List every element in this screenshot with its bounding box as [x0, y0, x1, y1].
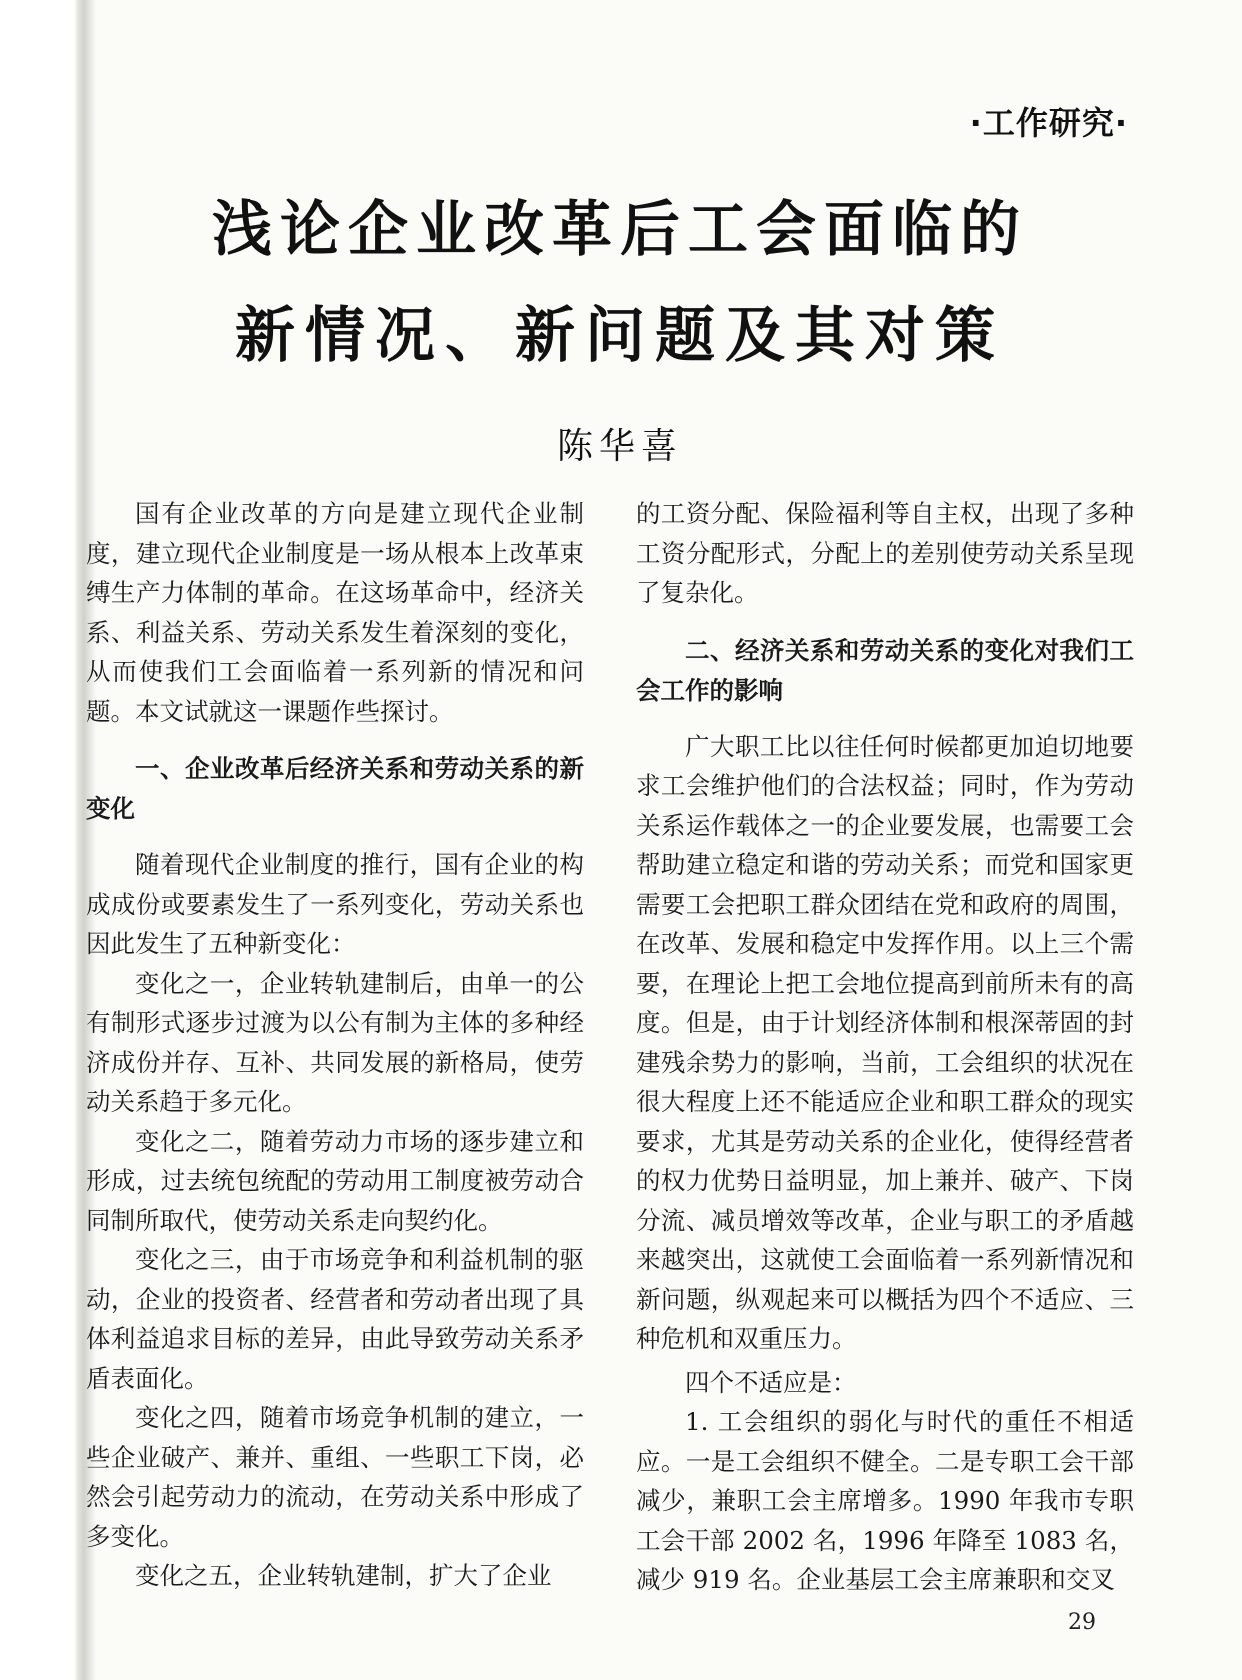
sub-heading: 四个不适应是：	[685, 1367, 857, 1397]
paragraph: 变化之三，由于市场竞争和利益机制的驱动，企业的投资者、经营者和劳动者出现了具体利益追求目标的差异，由此导致劳动关系矛盾表面化。	[86, 1245, 584, 1393]
page-number: 29	[1068, 1610, 1096, 1635]
paragraph: 变化之一，企业转轨建制后，由单一的公有制形式逐步过渡为以公有制为主体的多种经济成份并存、互补、共同发展的新格局，使劳动关系趋于多元化。	[86, 968, 584, 1116]
left-column	[86, 494, 584, 1596]
paragraph: 随着现代企业制度的推行，国有企业的构成成份或要素发生了一系列变化，劳动关系也因此发生了五种新变化：	[86, 850, 584, 958]
section-tag: ·工作研究·	[969, 104, 1128, 142]
right-column	[636, 494, 1134, 1600]
paragraph: 广大职工比以往任何时候都更加迫切地要求工会维护他们的合法权益；同时，作为劳动关系运作载体之一的企业要发展，也需要工会帮助建立稳定和谐的劳动关系；而党和国家更需要工会把职工群众团结在党和政府的周围，在改革、发展和稳定中发挥作用。以上三个需要，在理论上把工会地位提高到前所未有的高度。但是，由于计划经济体制和根深蒂固的封建残余势力的影响，当前，工会组织的状况在很大程度上还不能适应企业和职工群众的现实要求，尤其是劳动关系的企业化，使得经营者的权力优势日益明显，加上兼并、破产、下岗分流、减员增效等改革，企业与职工的矛盾越来越突出，这就使工会面临着一系列新情况和新问题，纵观起来可以概括为四个不适应、三种危机和双重压力。	[636, 731, 1134, 1353]
paragraph: 1. 工会组织的弱化与时代的重任不相适应。一是工会组织不健全。二是专职工会干部减少，兼职工会主席增多。1990 年我市专职工会干部 2002 名，1996 年降至 1083 名，减少 919 名。企业基层工会主席兼职和交叉	[636, 1407, 1134, 1594]
paragraph-continued: 的工资分配、保险福利等自主权，出现了多种工资分配形式，分配上的差别使劳动关系呈现了复杂化。	[636, 499, 1134, 607]
section-heading-1: 一、企业改革后经济关系和劳动关系的新变化	[86, 754, 584, 823]
binding-shadow	[0, 0, 96, 1680]
paragraph: 变化之五，企业转轨建制，扩大了企业	[135, 1561, 552, 1590]
paragraph: 变化之二，随着劳动力市场的逐步建立和形成，过去统包统配的劳动用工制度被劳动合同制所取代，使劳动关系走向契约化。	[86, 1126, 584, 1235]
paragraph: 变化之四，随着市场竞争机制的建立，一些企业破产、兼并、重组、一些职工下岗，必然会引起劳动力的流动，在劳动关系中形成了多变化。	[86, 1403, 584, 1551]
intro-paragraph: 国有企业改革的方向是建立现代企业制度，建立现代企业制度是一场从根本上改革束缚生产力体制的革命。在这场革命中，经济关系、利益关系、劳动关系发生着深刻的变化，从而使我们工会面临着一系列新的情况和问题。本文试就这一课题作些探讨。	[86, 499, 584, 726]
article-title-line-1: 浅论企业改革后工会面临的	[212, 195, 1028, 265]
section-heading-2: 二、经济关系和劳动关系的变化对我们工会工作的影响	[636, 635, 1134, 705]
article-author: 陈华喜	[556, 426, 683, 467]
article-title-line-2: 新情况、新问题及其对策	[235, 301, 1005, 371]
